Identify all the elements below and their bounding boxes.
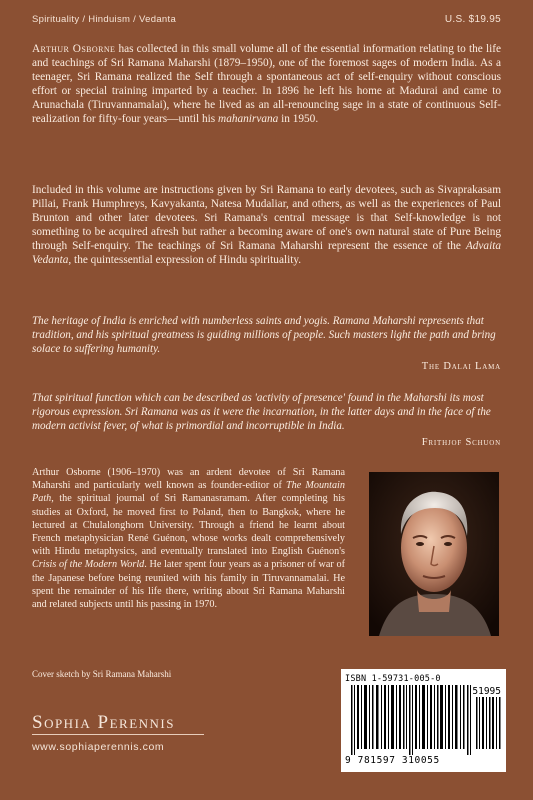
author-photo — [369, 472, 499, 636]
description-paragraph-1 — [32, 42, 501, 127]
description-term: mahanirvana — [218, 113, 279, 126]
cover-header — [32, 14, 501, 30]
bio-text: Arthur Osborne (1906–1970) was an ardent devotee of Sri Ramana Maharshi and particularly well known as founder-editor of — [32, 467, 345, 492]
description-term: Advaita Vedanta — [32, 240, 501, 267]
isbn-barcode — [341, 669, 506, 772]
book-title: Crisis of the Modern World — [32, 559, 145, 571]
bio-text: . He later spent four years as a prisoner of war of the Japanese before being reunited with his family in Tiruvannamalai. He spent the remainder of his life there, writing about Sri Ramana Maharshi and related subjects until his passing in 1970. — [32, 559, 345, 611]
quote-attribution: The Dalai Lama — [421, 361, 501, 372]
cover-credit: Cover sketch by Sri Ramana Maharshi — [32, 669, 172, 679]
journal-title: The Mountain Path — [32, 480, 345, 505]
category-label: Spirituality / Hinduism / Vedanta — [32, 14, 177, 25]
quote-schuon: That spiritual function which can be described as 'activity of presence' found in the Maharshi its most rigorous expression. Sri Ramana was as it were the incarnation, in the latter days and in the face of the modern activist fever, of what is primordial and incorruptible in India. — [32, 392, 491, 433]
bio-text: , the spiritual journal of Sri Ramanasramam. After completing his studies at Oxford, he moved first to Poland, then to Bangkok, where he lectured at Chulalonghorn University. Through a friend he learnt about French metaphysician René Guénon, whose works dealt comprehensively with Hindu metaphysics, and eventually translated into English Guénon's — [32, 493, 345, 558]
author-bio — [32, 466, 345, 611]
publisher-name: Sophia Perennis — [32, 712, 175, 733]
quote-attribution: Frithjof Schuon — [421, 437, 501, 448]
description-text: in 1950. — [281, 113, 319, 126]
description-paragraph-2 — [32, 183, 501, 268]
publisher-website[interactable]: www.sophiaperennis.com — [32, 741, 165, 753]
description-text: , the quintessential expression of Hindu spirituality. — [68, 254, 302, 267]
isbn-number: ISBN 1-59731-005-0 — [345, 674, 441, 684]
price-label: U.S. $19.95 — [444, 14, 501, 25]
barcode-bars — [345, 685, 502, 755]
author-name: Arthur Osborne — [32, 43, 116, 55]
ean-digits: 9 781597 310055 — [345, 755, 440, 766]
description-text: Included in this volume are instructions given by Sri Ramana to early devotees, such as Sivaprakasam Pillai, Frank Humphreys, Kavyakanta, Natesa Mudaliar, and others, as well as the experiences of Paul Brunton and other later devotees. Sri Ramana's central message is that Self-knowledge is not something to be acquired afresh but rather a becoming aware of one's own natural state of Pure Being through Self-enquiry. The teachings of Sri Ramana Maharshi represent the essence of the — [32, 184, 501, 253]
description-text: has collected in this small volume all of the essential information relating to the life and teachings of Sri Ramana Maharshi (1879–1950), one of the foremost sages of modern India. As a teenager, Sri Ramana realized the Self through a spontaneous act of self-enquiry without conscious effort or special training imparted by a teacher. In 1896 he left his home at Madurai and came to Arunachala (Tiruvannamalai), where he lived as an all-renouncing sage in a state of continuous Self-realization for fifty-four years—until his — [32, 43, 501, 126]
publisher-divider — [32, 734, 204, 735]
quote-dalai-lama: The heritage of India is enriched with numberless saints and yogis. Ramana Maharshi represents that tradition, and his spiritual greatness is guiding millions of people. Such masters light the path and bring solace to suffering humanity. — [32, 315, 496, 356]
price-code: 51995 — [472, 686, 501, 697]
